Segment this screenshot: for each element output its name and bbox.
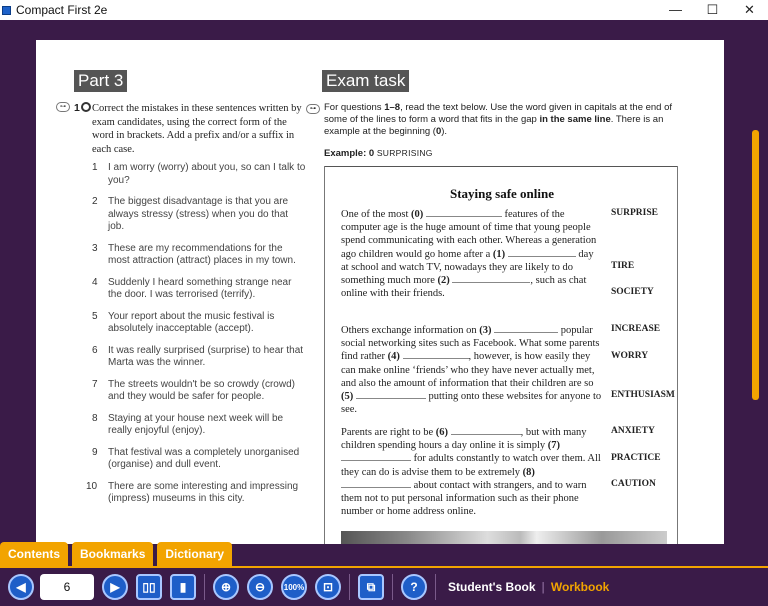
- exam-task-header: Exam task: [322, 70, 409, 92]
- text-title: Staying safe online: [449, 186, 554, 201]
- tab-dictionary[interactable]: Dictionary: [157, 542, 232, 566]
- item-number: 9: [92, 446, 98, 458]
- book-page: [36, 40, 724, 544]
- answer-key-icon[interactable]: ⊶: [306, 104, 320, 114]
- help-button[interactable]: [401, 574, 427, 600]
- list-item: [56, 162, 306, 187]
- task-instructions: For questions 1–8, read the text below. Use the word given in capitals at the end of some of the lines to form a word that fits in the gap in the same line. There is an example at the beginning (0).: [324, 102, 673, 137]
- item-number: 2: [92, 196, 98, 207]
- vertical-scrollbar[interactable]: [752, 130, 759, 400]
- keyword: SURPRISE: [611, 208, 658, 218]
- zoom-out-button[interactable]: [247, 574, 273, 600]
- keyword: ENTHUSIASM: [611, 390, 675, 400]
- students-book-link[interactable]: Student's Book: [448, 580, 536, 594]
- list-item: [56, 196, 306, 234]
- item-text: These are my recommendations for the most attraction (attract) places in my town.: [108, 242, 296, 266]
- window-title: Compact First 2e: [16, 3, 108, 17]
- item-text: It was really surprised (surprise) to hear that Marta was the winner.: [108, 344, 304, 368]
- arrow-right-icon: ▶: [110, 580, 120, 594]
- bottom-toolbar: [0, 566, 768, 606]
- tab-bookmarks[interactable]: Bookmarks: [72, 542, 153, 566]
- toolbox-icon: ⧉: [366, 579, 376, 594]
- document-viewer[interactable]: [0, 20, 768, 540]
- keyword: SOCIETY: [611, 287, 654, 297]
- toolbar-divider: [204, 574, 205, 600]
- panel-tabs: [0, 540, 768, 566]
- paragraph-2: Others exchange information on (3) popular social networking sites such as Facebook. What some parents find rather (4) , however, is how easily they can make online ‘friends’ who they have never actually met, and also the amount of information that their children are so (5) putting onto these websites for anyone to see.: [341, 325, 602, 416]
- list-item: [56, 379, 306, 404]
- list-item: [56, 413, 306, 438]
- maximize-button[interactable]: ☐: [706, 2, 719, 17]
- app-icon: [2, 6, 11, 15]
- item-number: 6: [92, 344, 98, 356]
- keyword: TIRE: [611, 261, 635, 271]
- two-page-icon: ▯▯: [142, 580, 156, 594]
- exercise-intro: [56, 102, 306, 156]
- item-number: 4: [92, 276, 98, 288]
- keyword: PRACTICE: [611, 453, 661, 463]
- answer-key-icon[interactable]: ⊶: [56, 102, 70, 112]
- paragraph-1: One of the most (0) features of the computer age is the huge amount of time that young people spend communicating with each other. Whereas a generation ago children would go home after a (1) day at school and watch TV, nowadays they are likely to do something much more (2) , such as chat online with their friends.: [341, 209, 597, 300]
- question-icon: ?: [410, 580, 418, 594]
- exercise-number: 1: [74, 102, 80, 114]
- list-item: [56, 277, 306, 302]
- toolkit-button[interactable]: [358, 574, 384, 600]
- item-text: The streets wouldn't be so crowdy (crowd) and they would be safer for people.: [108, 378, 295, 402]
- zoom-fit-icon: ⊡: [322, 580, 334, 594]
- item-text: There are some interesting and impressing (impress) museums in this city.: [108, 480, 299, 504]
- keyword: ANXIETY: [611, 426, 655, 436]
- item-number: 10: [86, 480, 98, 492]
- zoom-100-button[interactable]: 100%: [281, 574, 307, 600]
- workbook-link[interactable]: Workbook: [550, 580, 610, 594]
- toolbar-divider: [392, 574, 393, 600]
- zoom-out-icon: ⊖: [254, 580, 266, 594]
- reading-text-frame: [324, 166, 678, 544]
- item-text: That festival was a completely unorganised (organise) and dull event.: [108, 446, 300, 470]
- list-item: [56, 311, 306, 336]
- exam-task-column: [310, 102, 678, 167]
- minimize-button[interactable]: —: [669, 2, 682, 17]
- item-number: 5: [92, 310, 98, 322]
- zoom-in-icon: ⊕: [220, 580, 232, 594]
- zoom-fit-button[interactable]: [315, 574, 341, 600]
- item-number: 3: [92, 242, 98, 254]
- page-number-input[interactable]: 6: [40, 574, 94, 600]
- arrow-left-icon: ◀: [16, 580, 26, 594]
- item-text: Staying at your house next week will be really enjoyful (enjoy).: [108, 412, 284, 436]
- item-number: 8: [92, 412, 98, 424]
- item-number: 7: [92, 378, 98, 390]
- keyword: WORRY: [611, 351, 649, 361]
- intro-text: Correct the mistakes in these sentences written by exam candidates, using the correct form of the word in brackets. Add a prefix and/or a suffix in each case.: [92, 103, 302, 155]
- close-button[interactable]: ✕: [744, 2, 755, 17]
- item-text: The biggest disadvantage is that you are always stressy (stress) when you do that job.: [108, 196, 289, 232]
- item-text: Suddenly I heard something strange near the door. I was terrorised (terrify).: [108, 276, 292, 300]
- eye-icon: [81, 102, 91, 112]
- item-number: 1: [92, 162, 98, 173]
- item-text: I am worry (worry) about you, so can I talk to you?: [108, 162, 306, 186]
- bookmark-button[interactable]: [170, 574, 196, 600]
- title-bar: [0, 0, 768, 20]
- paragraph-3: Parents are right to be (6) , but with many children spending hours a day online it is simply (7) for adults constantly to watch over them. All they can do is advise them to be extremely (8) about contact with strangers, and to warn them not to put personal information such as their phone number or home address online.: [341, 427, 601, 518]
- item-text: Your report about the music festival is absolutely inacceptable (accept).: [108, 310, 275, 334]
- exercise-column: [56, 102, 306, 515]
- toolbar-divider: [435, 574, 436, 600]
- previous-page-button[interactable]: [8, 574, 34, 600]
- tab-contents[interactable]: Contents: [0, 542, 68, 566]
- list-item: [56, 447, 306, 472]
- list-item: [56, 243, 306, 268]
- book-separator: |: [541, 580, 545, 594]
- keyword: CAUTION: [611, 479, 656, 489]
- example-line: Example: 0 SURPRISING: [324, 148, 433, 159]
- keyword: INCREASE: [611, 324, 661, 334]
- two-page-view-button[interactable]: [136, 574, 162, 600]
- list-item: [56, 345, 306, 370]
- next-page-button[interactable]: [102, 574, 128, 600]
- part-header: Part 3: [74, 70, 127, 92]
- list-item: [56, 481, 306, 506]
- zoom-in-button[interactable]: [213, 574, 239, 600]
- bookmark-icon: ▮: [179, 580, 187, 594]
- items-list: [56, 162, 306, 506]
- toolbar-divider: [349, 574, 350, 600]
